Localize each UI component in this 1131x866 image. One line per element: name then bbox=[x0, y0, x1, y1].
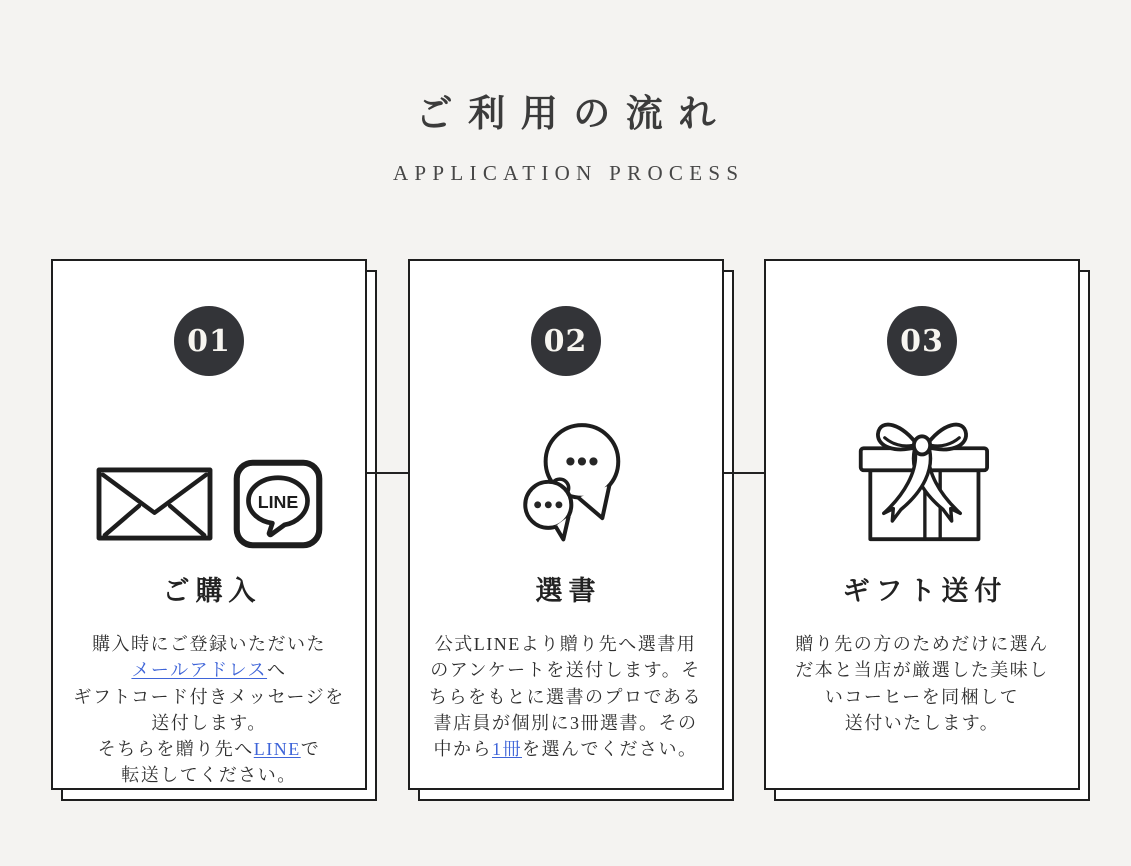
step-number: 03 bbox=[900, 323, 944, 359]
connector-line bbox=[365, 472, 410, 474]
text-segment: 転送してください。 bbox=[121, 764, 297, 785]
card-face bbox=[408, 259, 724, 790]
text-segment: いコーヒーを同梱して bbox=[824, 686, 1020, 707]
text-segment: のアンケートを送付します。そ bbox=[430, 660, 701, 681]
text-segment: 贈り先の方のためだけに選ん bbox=[795, 634, 1049, 655]
step-description bbox=[61, 631, 356, 788]
icon-area bbox=[410, 376, 722, 576]
connector-line bbox=[721, 472, 766, 474]
email-address-link[interactable]: メールアドレス bbox=[131, 660, 268, 681]
step-title: ギフト送付 bbox=[842, 576, 1008, 607]
text-segment: だ本と当店が厳選した美味し bbox=[795, 660, 1049, 681]
step-number-badge bbox=[887, 306, 957, 376]
step-title: 選書 bbox=[535, 576, 602, 607]
card-face bbox=[51, 259, 367, 790]
text-segment: へ bbox=[267, 660, 287, 681]
step-number: 01 bbox=[187, 323, 231, 359]
step-card-book-selection bbox=[408, 259, 724, 790]
chat-bubbles-icon bbox=[504, 409, 628, 544]
text-segment: 送付します。 bbox=[151, 712, 267, 733]
text-segment: で bbox=[300, 738, 321, 759]
gift-box-icon bbox=[855, 407, 989, 545]
icon-area bbox=[53, 376, 365, 576]
line-icon-label: LINE bbox=[257, 492, 298, 513]
line-link[interactable]: LINE bbox=[253, 738, 301, 759]
mail-icon bbox=[96, 467, 213, 541]
text-segment: 送付いたします。 bbox=[844, 712, 1000, 733]
icon-area bbox=[766, 376, 1078, 576]
text-segment: 書店員が個別に3冊選書。その bbox=[433, 712, 698, 733]
step-number-badge bbox=[531, 306, 601, 376]
text-segment: そちらを贈り先へ bbox=[97, 738, 254, 759]
one-book-link[interactable]: 1冊 bbox=[492, 738, 522, 759]
text-segment: 公式LINEより贈り先へ選書用 bbox=[434, 634, 697, 655]
section-header bbox=[0, 0, 1131, 185]
text-segment: 購入時にご登録いただいた bbox=[91, 634, 326, 655]
step-card-purchase bbox=[51, 259, 367, 790]
step-title: ご購入 bbox=[162, 576, 262, 607]
step-description bbox=[783, 631, 1061, 735]
text-segment: ちらをもとに選書のプロである bbox=[429, 686, 702, 707]
line-app-icon bbox=[233, 459, 323, 549]
steps-row bbox=[51, 259, 1080, 801]
step-number: 02 bbox=[543, 323, 588, 359]
page-title: ご利用の流れ bbox=[415, 94, 731, 135]
step-number-badge bbox=[174, 306, 244, 376]
page-subtitle: APPLICATION PROCESS bbox=[392, 161, 745, 186]
text-segment: を選んでください。 bbox=[522, 738, 698, 759]
text-segment: 中から bbox=[433, 738, 492, 759]
text-segment: ギフトコード付きメッセージを bbox=[73, 686, 345, 707]
step-description bbox=[417, 631, 714, 761]
card-face bbox=[764, 259, 1080, 790]
step-card-gift-shipping bbox=[764, 259, 1080, 790]
